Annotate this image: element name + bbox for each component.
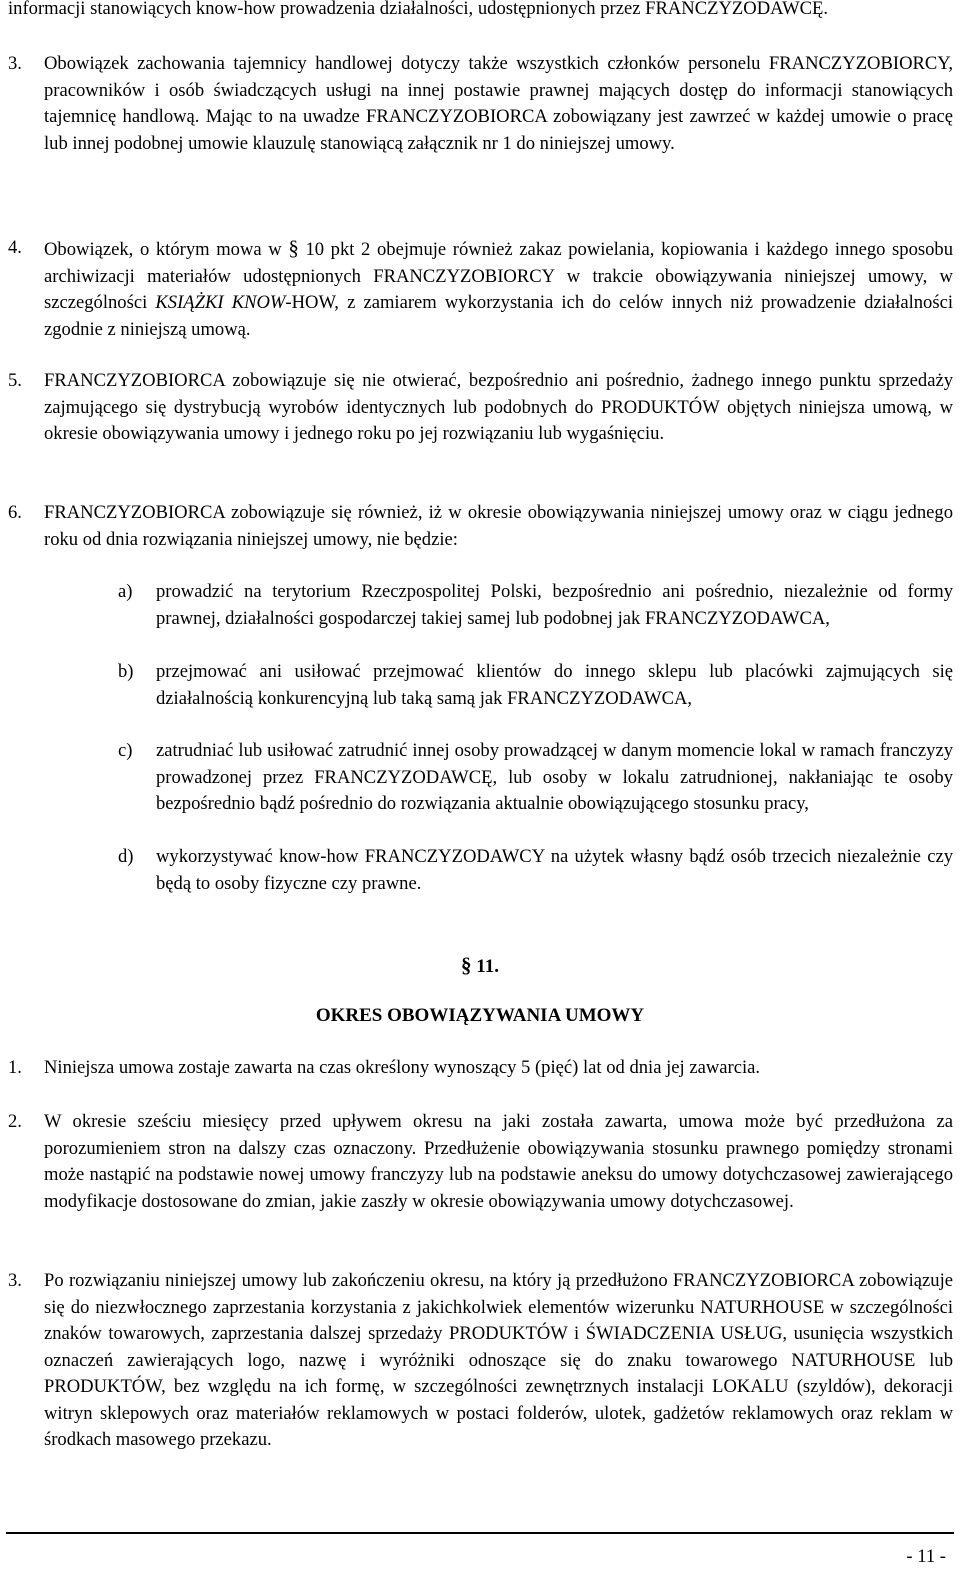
sub-item-label: c) xyxy=(118,740,133,761)
clause-text: Po rozwiązaniu niniejszej umowy lub zakończeniu okresu, na który ją przedłużono FRANCZYZOBIORCA zobowiązuje się do niezwłocznego zaprzestania korzystania z jakichkolwiek elementów wizerunku NATURHOUSE w szczególności znaków towarowych, zaprzestania dalszej sprzedaży PRODUKTÓW i ŚWIADCZENIA USŁUG, usunięcia wszystkich oznaczeń zawierających logo, nazwę i wyróżniki odnoszące się do znaku towarowego NATURHOUSE lub PRODUKTÓW, bez względu na ich formę, w szczególności zewnętrznych instalacji LOKALU (szyldów), dekoracji witryn sklepowych oraz materiałów reklamowych w postaci folderów, ulotek, gadżetów reklamowych oraz reklam w środkach masowego przekazu. xyxy=(44,1270,953,1450)
sub-item-b xyxy=(118,659,953,712)
footer-divider xyxy=(6,1532,954,1534)
clause-number: 3. xyxy=(8,53,22,74)
section-title: OKRES OBOWIĄZYWANIA UMOWY xyxy=(315,1005,645,1026)
sub-item-label: a) xyxy=(118,581,133,602)
clause-number: 6. xyxy=(8,502,22,523)
page-number: - 11 - xyxy=(906,1546,946,1567)
section-heading-number xyxy=(0,952,960,981)
sub-item-text: wykorzystywać know-how FRANCZYZODAWCY na użytek własny bądź osób trzecich niezależnie czy będą to osoby fizyczne czy prawne. xyxy=(156,846,953,894)
clause-number: 5. xyxy=(8,370,22,391)
intro-paragraph xyxy=(8,0,953,23)
clause-text: FRANCZYZOBIORCA zobowiązuje się nie otwierać, bezpośrednio ani pośrednio, żadnego innego punktu sprzedaży zajmującego się dystrybucją wyrobów identycznych lub podobnych do PRODUKTÓW objętych niniejsza umową, w okresie obowiązywania umowy i jednego roku po jej rozwiązaniu lub wygaśnięciu. xyxy=(44,370,953,444)
clause-text: Niniejsza umowa zostaje zawarta na czas określony wynoszący 5 (pięć) lat od dnia jej zawarcia. xyxy=(44,1057,761,1078)
clause-11-2 xyxy=(8,1109,953,1215)
clause-number: 2. xyxy=(8,1111,22,1132)
clause-11-3 xyxy=(8,1268,953,1454)
italic-term: KSIĄŻKI KNOW xyxy=(155,292,286,313)
sub-item-label: d) xyxy=(118,846,134,867)
clause-text: W okresie sześciu miesięcy przed upływem okresu na jaki została zawarta, umowa może być przedłużona za porozumieniem stron na dalszy czas oznaczony. Przedłużenie obowiązywania stosunku prawnego pomiędzy stronami może nastąpić na podstawie nowej umowy franczyzy lub na podstawie aneksu do umowy dotychczasowej zawierającego modyfikacje dostosowane do zmian, jakie zaszły w okresie obowiązywania umowy dotychczasowej. xyxy=(44,1111,953,1212)
clause-number: 4. xyxy=(8,237,22,258)
sub-item-a xyxy=(118,579,953,632)
section-sign: § xyxy=(461,953,472,977)
clause-10-6 xyxy=(8,500,953,553)
clause-text: FRANCZYZOBIORCA zobowiązuje się również, iż w okresie obowiązywania niniejszej umowy oraz w ciągu jednego roku od dnia rozwiązania niniejszej umowy, nie będzie: xyxy=(44,502,953,550)
section-sign: § xyxy=(288,236,299,260)
clause-text xyxy=(44,235,953,343)
section-number: 11. xyxy=(476,956,499,977)
sub-item-text: prowadzić na terytorium Rzeczpospolitej Polski, bezpośrednio ani pośrednio, niezależnie od formy prawnej, działalności gospodarczej takiej samej lub podobnej jak FRANCZYZODAWCA, xyxy=(156,581,953,629)
intro-text: informacji stanowiących know-how prowadzenia działalności, udostępnionych przez FRANCZYZODAWCĘ. xyxy=(8,0,829,19)
sub-item-c xyxy=(118,738,953,818)
clause-text-part: 10 pkt 2 obejmuje również zakaz powielania, kopiowania i każdego innego sposobu archiwizacji materiałów udostępnionych FRANCZYZOBIORCY w trakcie obowiązywania niniejszej umowy, w szczególności xyxy=(44,239,954,313)
sub-item-label: b) xyxy=(118,661,134,682)
clause-10-3 xyxy=(8,51,953,157)
clause-text: Obowiązek zachowania tajemnicy handlowej dotyczy także wszystkich członków personelu FRANCZYZOBIORCY, pracowników i osób świadczących usługi na innej postawie prawnej mających dostęp do informacji stanowiących tajemnicę handlową. Mając to na uwadze FRANCZYZOBIORCA zobowiązany jest zawrzeć w każdej umowie o pracę lub innej podobnej umowie klauzulę stanowiącą załącznik nr 1 do niniejszej umowy. xyxy=(44,53,953,154)
clause-10-5 xyxy=(8,368,953,448)
sub-item-d xyxy=(118,844,953,897)
clause-text-part: -HOW, z zamiarem wykorzystania ich do celów innych niż prowadzenie działalności zgodnie z niniejszą umową. xyxy=(44,292,953,340)
clause-number: 3. xyxy=(8,1270,22,1291)
clause-11-1 xyxy=(8,1055,953,1082)
clause-number: 1. xyxy=(8,1057,22,1078)
sub-item-text: przejmować ani usiłować przejmować klientów do innego sklepu lub placówki zajmujących się działalnością konkurencyjną lub taką samą jak FRANCZYZODAWCA, xyxy=(156,661,953,709)
sub-item-text: zatrudniać lub usiłować zatrudnić innej osoby prowadzącej w danym momencie lokal w ramach franczyzy prowadzonej przez FRANCZYZODAWCĘ, lub osoby w lokalu zatrudnionej, nakłaniając te osoby bezpośrednio bądź pośrednio do rozwiązania aktualnie obowiązującego stosunku pracy, xyxy=(156,740,953,814)
clause-text-part: Obowiązek, o którym mowa w xyxy=(44,239,289,260)
clause-10-4 xyxy=(8,235,953,343)
